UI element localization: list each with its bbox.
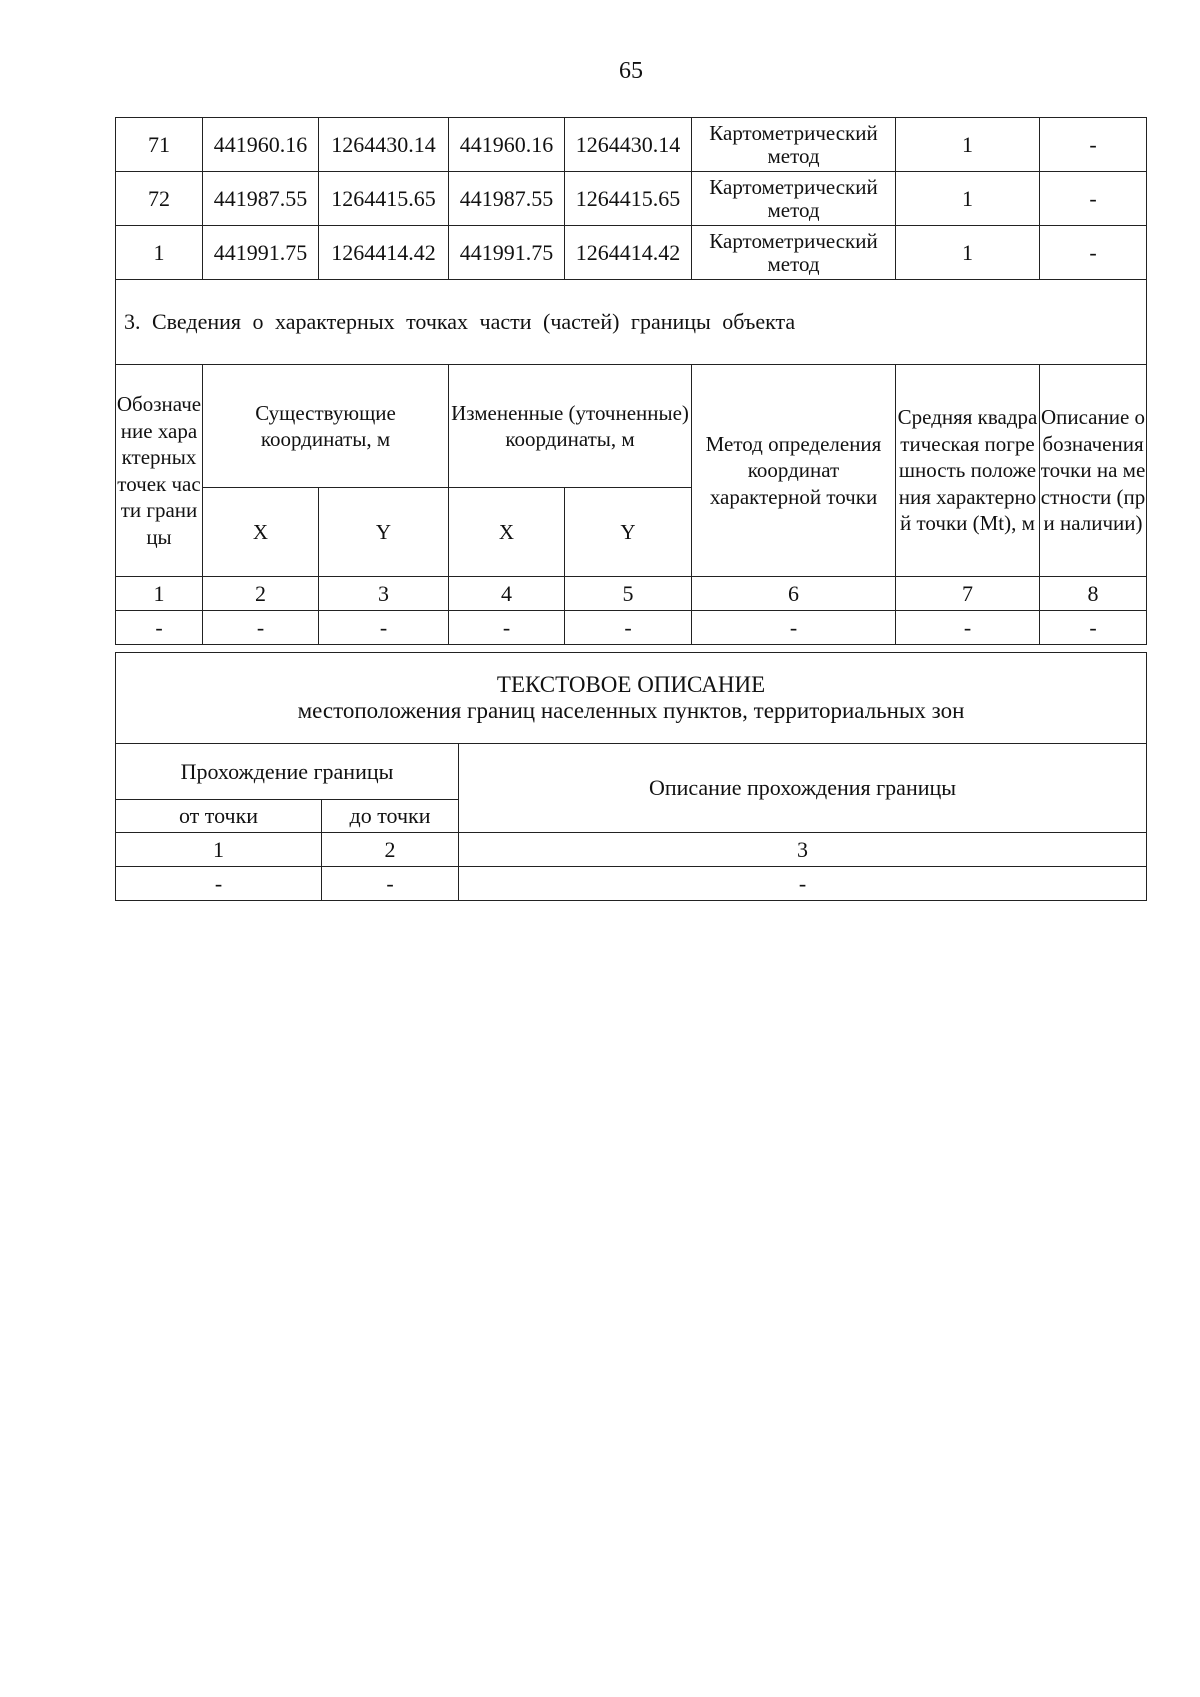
column-number: 5 [565, 577, 692, 611]
column-number-row [116, 833, 1147, 867]
column-number: 4 [449, 577, 565, 611]
text-description-title [116, 653, 1147, 744]
existing-x: 441987.55 [203, 172, 319, 226]
empty-cell: - [896, 611, 1040, 645]
table-row [116, 611, 1147, 645]
accuracy: 1 [896, 226, 1040, 280]
text-description-table [115, 652, 1147, 901]
description: - [1040, 172, 1147, 226]
header-accuracy: Средняя квадратическая погрешность положения характерной точки (Mt), м [896, 365, 1040, 577]
column-number: 2 [322, 833, 459, 867]
table-row [116, 172, 1147, 226]
changed-y: 1264414.42 [565, 226, 692, 280]
empty-cell: - [692, 611, 896, 645]
point-id: 71 [116, 118, 203, 172]
method: Картометрический метод [692, 172, 896, 226]
column-number-row [116, 577, 1147, 611]
header-x: X [449, 488, 565, 577]
method: Картометрический метод [692, 118, 896, 172]
header-row [116, 365, 1147, 488]
header-designation: Обозначение характерных точек части границы [116, 365, 203, 577]
method: Картометрический метод [692, 226, 896, 280]
column-number: 3 [459, 833, 1147, 867]
column-number: 6 [692, 577, 896, 611]
column-number: 3 [319, 577, 449, 611]
title: ТЕКСТОВОЕ ОПИСАНИЕ [496, 672, 766, 697]
existing-y: 1264414.42 [319, 226, 449, 280]
column-number: 7 [896, 577, 1040, 611]
table-row [116, 867, 1147, 901]
column-number: 8 [1040, 577, 1147, 611]
section-title: 3. Сведения о характерных точках части (частей) границы объекта [116, 280, 1147, 365]
empty-cell: - [459, 867, 1147, 901]
header-passage: Прохождение границы [116, 744, 459, 800]
header-x: X [203, 488, 319, 577]
header-method: Метод определения координат характерной точки [692, 365, 896, 577]
existing-x: 441991.75 [203, 226, 319, 280]
header-existing: Существующие координаты, м [203, 365, 449, 488]
accuracy: 1 [896, 118, 1040, 172]
changed-x: 441960.16 [449, 118, 565, 172]
changed-y: 1264415.65 [565, 172, 692, 226]
empty-cell: - [322, 867, 459, 901]
table-row [116, 118, 1147, 172]
empty-cell: - [116, 867, 322, 901]
description: - [1040, 226, 1147, 280]
empty-cell: - [1040, 611, 1147, 645]
column-number: 2 [203, 577, 319, 611]
changed-y: 1264430.14 [565, 118, 692, 172]
point-id: 1 [116, 226, 203, 280]
changed-x: 441991.75 [449, 226, 565, 280]
column-number: 1 [116, 833, 322, 867]
empty-cell: - [203, 611, 319, 645]
empty-cell: - [116, 611, 203, 645]
existing-y: 1264415.65 [319, 172, 449, 226]
empty-cell: - [565, 611, 692, 645]
point-id: 72 [116, 172, 203, 226]
subtitle: местоположения границ населенных пунктов, территориальных зон [297, 698, 965, 723]
page-number: 65 [619, 58, 643, 84]
column-number: 1 [116, 577, 203, 611]
header-changed: Измененные (уточненные) координаты, м [449, 365, 692, 488]
header-to-point: до точки [322, 800, 459, 833]
existing-x: 441960.16 [203, 118, 319, 172]
empty-cell: - [449, 611, 565, 645]
points-table [115, 117, 1147, 645]
header-passage-description: Описание прохождения границы [459, 744, 1147, 833]
header-description: Описание обозначения точки на местности (при наличии) [1040, 365, 1147, 577]
changed-x: 441987.55 [449, 172, 565, 226]
table-row [116, 226, 1147, 280]
empty-cell: - [319, 611, 449, 645]
accuracy: 1 [896, 172, 1040, 226]
existing-y: 1264430.14 [319, 118, 449, 172]
section-title-row [116, 280, 1147, 365]
header-y: Y [565, 488, 692, 577]
header-from-point: от точки [116, 800, 322, 833]
description: - [1040, 118, 1147, 172]
header-row [116, 744, 1147, 800]
title-row [116, 653, 1147, 744]
header-y: Y [319, 488, 449, 577]
